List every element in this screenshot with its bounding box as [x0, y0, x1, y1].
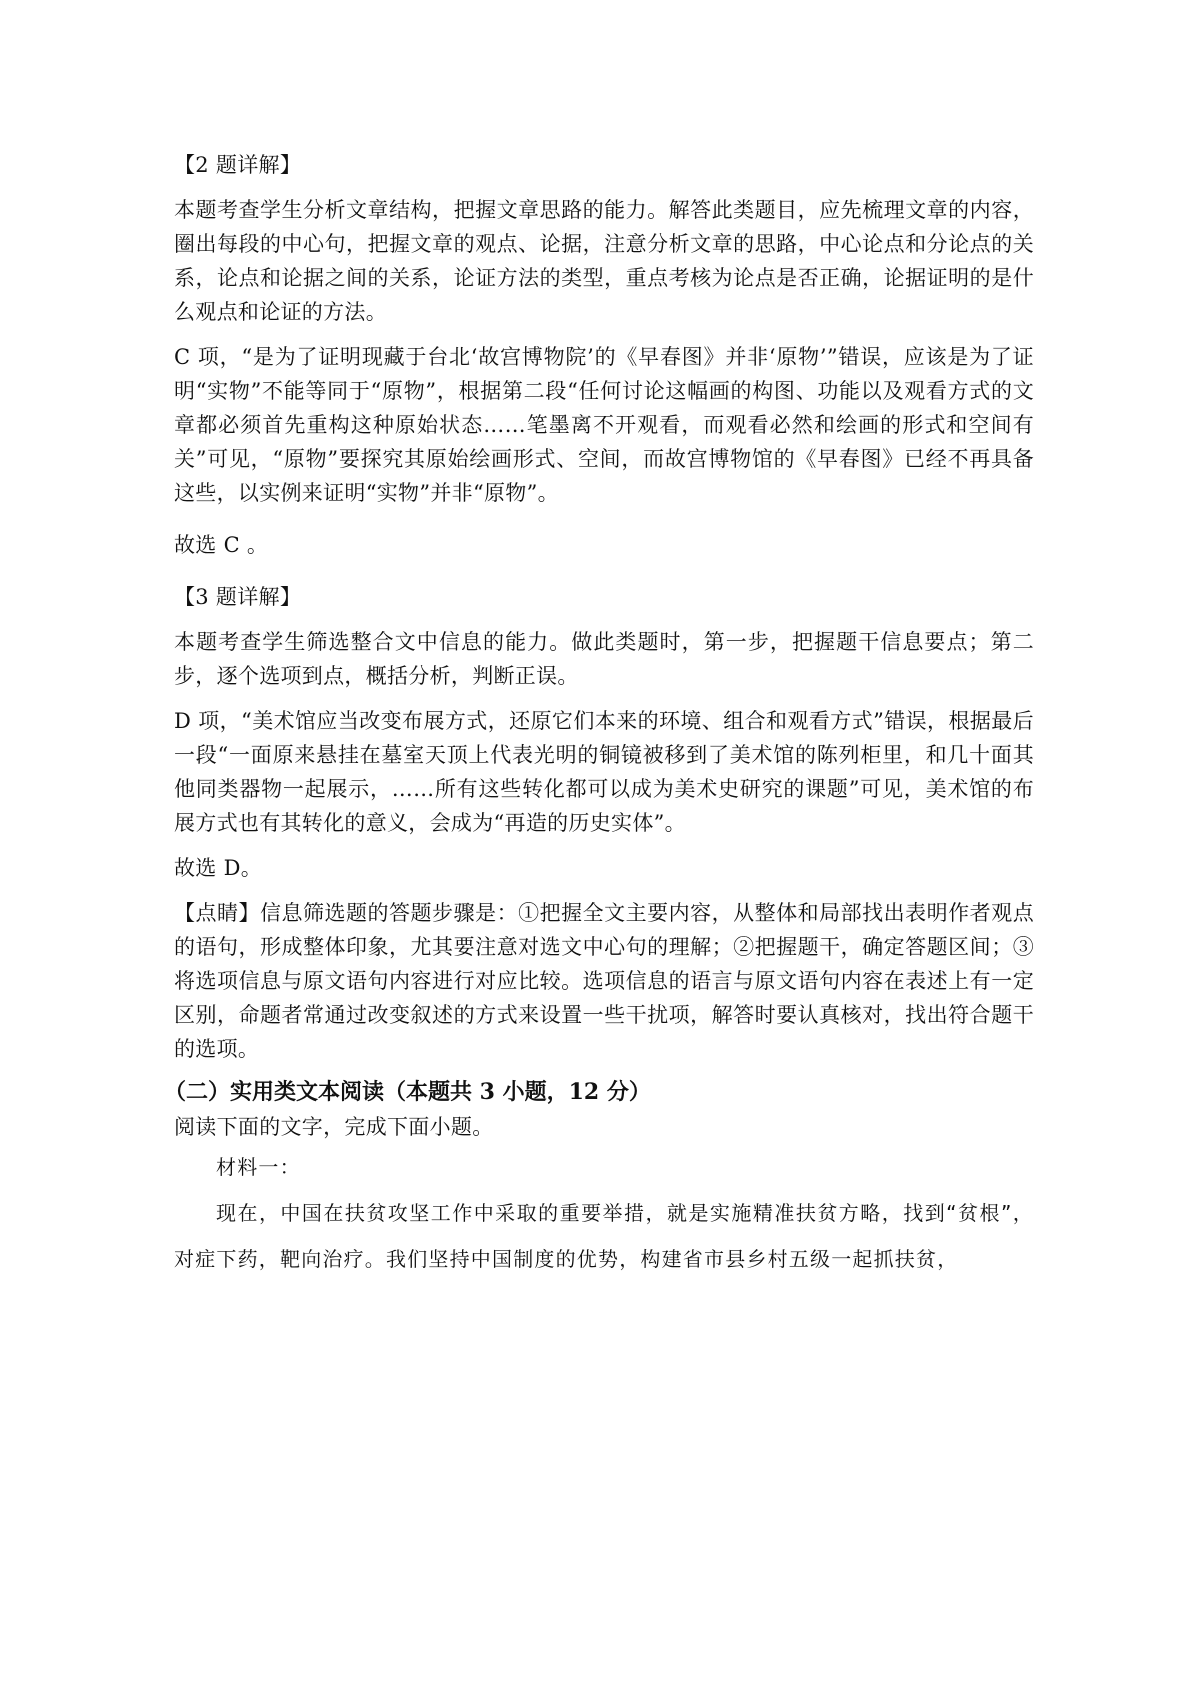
paragraph-2-analysis: 本题考查学生分析文章结构，把握文章思路的能力。解答此类题目，应先梳理文章的内容，圈出每段的中心句，把握文章的观点、论据，注意分析文章的思路，中心论点和分论点的关系，论点和论据之间的关系，论证方法的类型，重点考核为论点是否正确，论据证明的是什么观点和论证的方法。: [174, 198, 1034, 324]
tips-paragraph: 【点睛】信息筛选题的答题步骤是：①把握全文主要内容，从整体和局部找出表明作者观点的语句，形成整体印象，尤其要注意对选文中心句的理解；②把握题干，确定答题区间；③将选项信息与原文语句内容进行对应比较。选项信息的语言与原文语句内容在表述上有一定区别，命题者常通过改变叙述的方式来设置一些干扰项，解答时要认真核对，找出符合题干的选项。: [174, 901, 1034, 1061]
material-one-label: 材料一：: [216, 1155, 301, 1179]
section-3-heading: 【3 题详解】: [174, 585, 302, 609]
document-body: [164, 148, 1034, 1282]
answer-c: 故选 C 。: [174, 533, 269, 557]
answer-d: 故选 D。: [174, 856, 263, 880]
section-2-heading: 【2 题详解】: [174, 153, 302, 177]
section-heading-practical-text: （二）实用类文本阅读（本题共 3 小题，12 分）: [164, 1079, 651, 1105]
paragraph-3-analysis: 本题考查学生筛选整合文中信息的能力。做此类题时，第一步，把握题干信息要点；第二步，逐个选项到点，概括分析，判断正误。: [174, 630, 1034, 688]
paragraph-option-d: D 项，“美术馆应当改变布展方式，还原它们本来的环境、组合和观看方式”错误，根据最后一段“一面原来悬挂在墓室天顶上代表光明的铜镜被移到了美术馆的陈列柜里，和几十面其他同类器物一起展示，……所有这些转化都可以成为美术史研究的课题”可见，美术馆的布展方式也有其转化的意义，会成为“再造的历史实体”。: [174, 709, 1034, 835]
material-one-paragraph: 现在，中国在扶贫攻坚工作中采取的重要举措，就是实施精准扶贫方略，找到“贫根”，对症下药，靶向治疗。我们坚持中国制度的优势，构建省市县乡村五级一起抓扶贫，: [174, 1201, 1034, 1271]
paragraph-option-c: C 项，“是为了证明现藏于台北‘故宫博物院’的《早春图》并非‘原物’”错误，应该是为了证明“实物”不能等同于“原物”，根据第二段“任何讨论这幅画的构图、功能以及观看方式的文章都必须首先重构这种原始状态……笔墨离不开观看，而观看必然和绘画的形式和空间有关”可见，“原物”要探究其原始绘画形式、空间，而故宫博物馆的《早春图》已经不再具备这些，以实例来证明“实物”并非“原物”。: [174, 345, 1034, 505]
reading-instruction: 阅读下面的文字，完成下面小题。: [174, 1115, 494, 1139]
